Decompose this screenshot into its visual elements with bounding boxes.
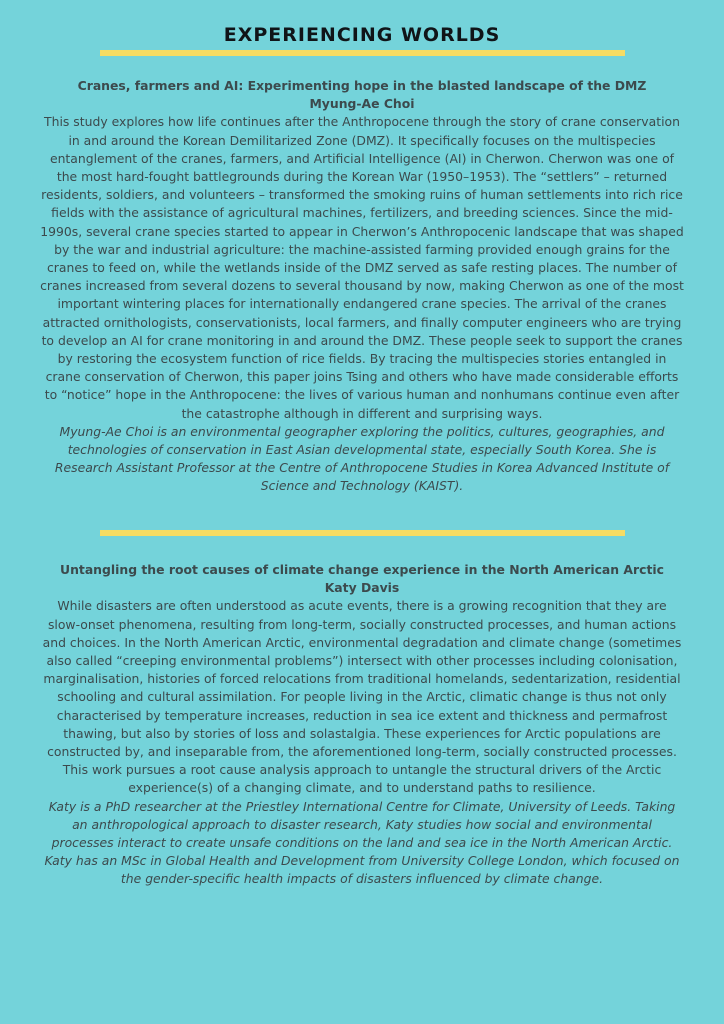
section-title: Cranes, farmers and AI: Experimenting hope in the blasted landscape of the DMZ bbox=[77, 78, 647, 93]
section-title: Untangling the root causes of climate change experience in the North American Arctic bbox=[60, 562, 664, 577]
section-bio: Myung-Ae Choi is an environmental geographer exploring the politics, cultures, geographies, and technologies of conservation in East Asian developmental state, especially South Korea. She is Research Assistant Professor at the Centre of Anthropocene Studies in Korea Advanced Institute of Science and Technology (KAIST). bbox=[54, 423, 670, 494]
section-abstract: This study explores how life continues after the Anthropocene through the story of crane conservation in and around the Korean Demilitarized Zone (DMZ). It specifically focuses on the multispecies entanglement of the cranes, farmers, and Artificial Intelligence (AI) in Cherwon. Cherwon was one of the most hard-fought battlegrounds during the Korean War (1950–1953). The “settlers” – returned residents, soldiers, and volunteers – transformed the smoking ruins of human settlements into rich rice fields with the assistance of agricultural machines, fertilizers, and breeding sciences. Since the mid-1990s, several crane species started to appear in Cherwon’s Anthropocenic landscape that was shaped by the war and industrial agriculture: the machine-assisted farming provided enough grains for the cranes to feed on, while the wetlands inside of the DMZ served as safe resting places. The number of cranes increased from several dozens to several thousand by now, making Cherwon as one of the most important wintering places for internationally endangered crane species. The arrival of the cranes attracted ornithologists, conservationists, local farmers, and finally computer engineers who are trying to develop an AI for crane monitoring in and around the DMZ. These people seek to support the cranes by restoring the ecosystem function of rice fields. By tracing the multispecies stories entangled in crane conservation of Cherwon, this paper joins Tsing and others who have made considerable efforts to “notice” hope in the Anthropocene: the lives of various human and nonhumans continue even after the catastrophe although in different and surprising ways. bbox=[40, 114, 684, 421]
abstract-section bbox=[40, 77, 684, 496]
divider-top bbox=[100, 50, 625, 56]
section-author: Myung-Ae Choi bbox=[309, 96, 415, 112]
section-abstract: While disasters are often understood as acute events, there is a growing recognition that they are slow-onset phenomena, resulting from long-term, socially constructed processes, and human actions and choices. In the North American Arctic, environmental degradation and climate change (sometimes also called “creeping environmental problems”) intersect with other processes including colonisation, marginalisation, histories of forced relocations from traditional homelands, sedentarization, residential schooling and cultural assimilation. For people living in the Arctic, climatic change is thus not only characterised by temperature increases, reduction in sea ice extent and thickness and permafrost thawing, but also by stories of loss and solastalgia. These experiences for Arctic populations are constructed by, and inseparable from, the aforementioned long-term, socially constructed processes. This work pursues a root cause analysis approach to untangle the structural drivers of the Arctic experience(s) of a changing climate, and to understand paths to resilience. bbox=[42, 598, 682, 796]
section-bio: Katy is a PhD researcher at the Priestley International Centre for Climate, University of Leeds. Taking an anthropological approach to disaster research, Katy studies how social and environmental processes interact to create unsafe conditions on the land and sea ice in the North American Arctic. Katy has an MSc in Global Health and Development from University College London, which focused on the gender-specific health impacts of disasters influenced by climate change. bbox=[44, 798, 680, 887]
section-author: Katy Davis bbox=[324, 580, 400, 596]
page-title: EXPERIENCING WORLDS bbox=[223, 24, 501, 46]
divider-middle bbox=[100, 530, 625, 536]
abstract-section bbox=[40, 561, 684, 889]
